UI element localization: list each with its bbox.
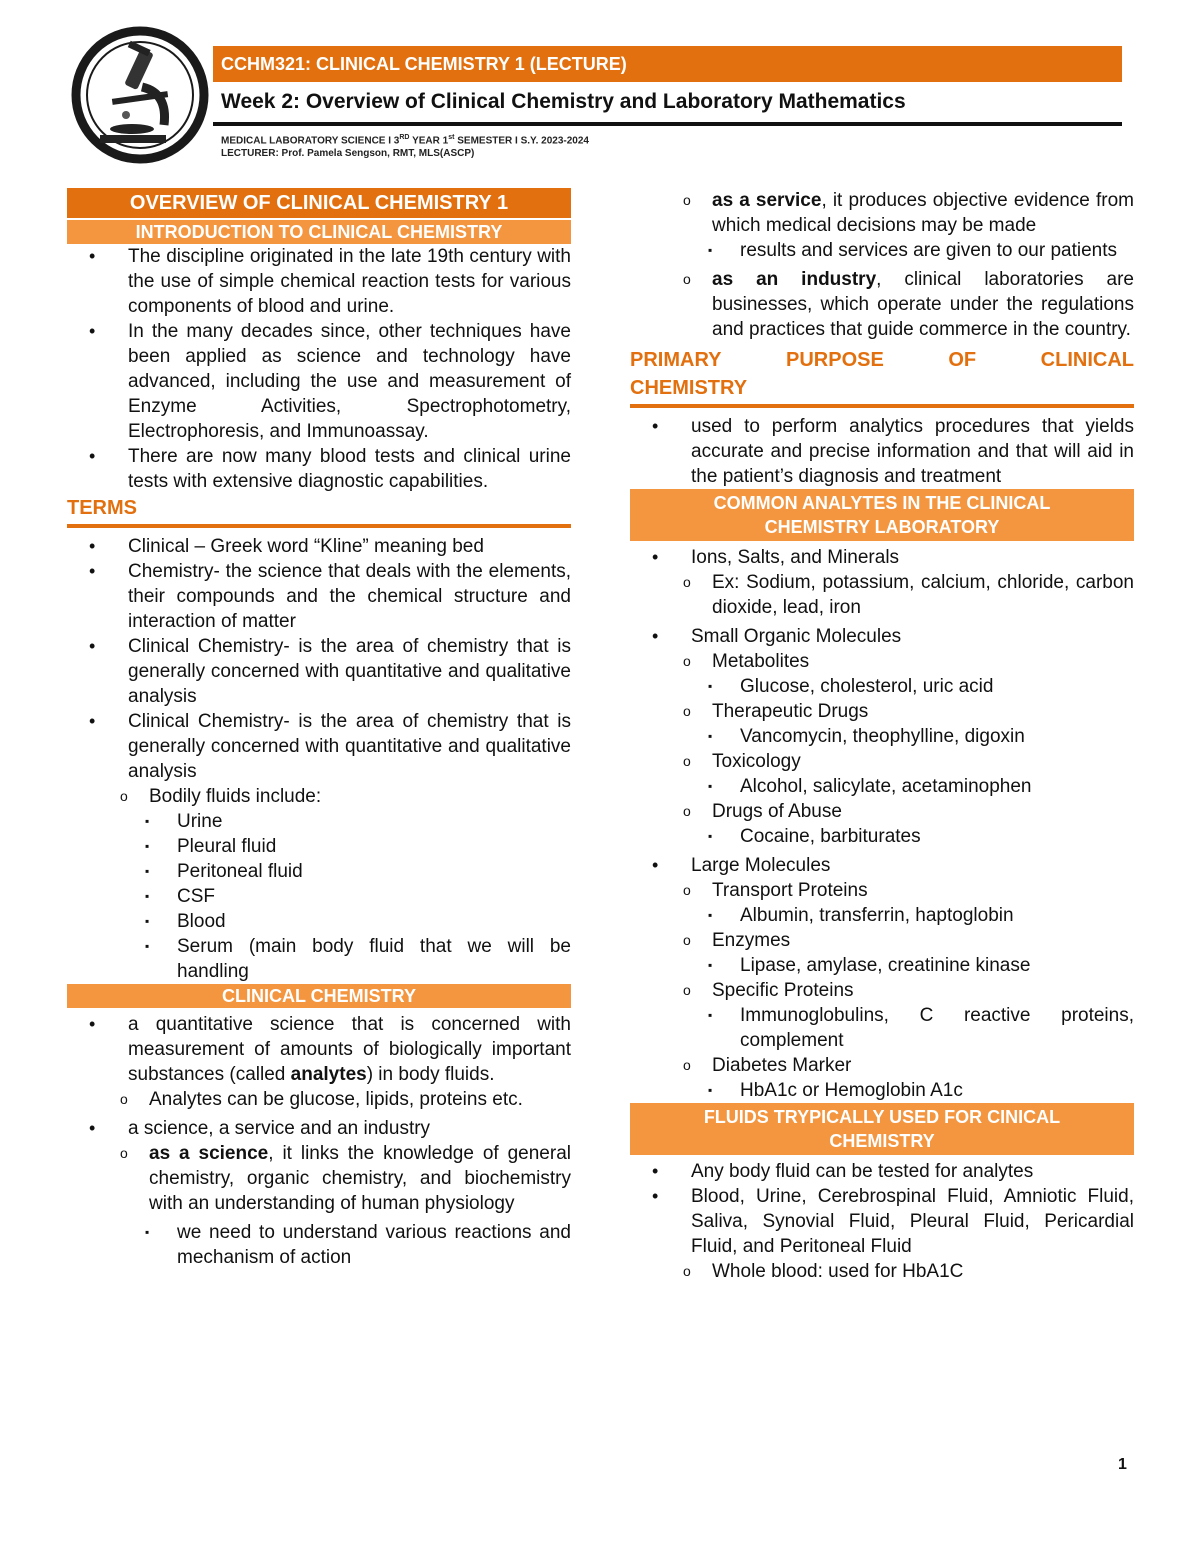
list-item: • Clinical Chemistry- is the area of chemistry that is generally concerned with quantitative and qualitative analysis: [89, 711, 571, 782]
list-item: o Metabolites: [683, 651, 810, 672]
list-item: o as an industry, clinical laboratories are businesses, which operate under the regulations and practices that guide commerce in the country.: [683, 269, 1134, 340]
list-item: ▪ Serum (main body fluid that we will be handling: [145, 936, 571, 982]
primary-purpose-heading: PRIMARY PURPOSE OF CLINICAL CHEMISTRY: [630, 346, 1134, 408]
list-item: ▪ HbA1c or Hemoglobin A1c: [708, 1080, 963, 1101]
fluids-list: [630, 1159, 1134, 1284]
list-item: o as a science, it links the knowledge of general chemistry, organic chemistry, and biochemistry with an understanding of human physiology: [120, 1143, 571, 1214]
week-title: Week 2: Overview of Clinical Chemistry and Laboratory Mathematics: [221, 90, 906, 113]
list-item: ▪ Cocaine, barbiturates: [708, 826, 921, 847]
page-number: 1: [1118, 1456, 1127, 1473]
list-item: • Blood, Urine, Cerebrospinal Fluid, Amniotic Fluid, Saliva, Synovial Fluid, Pleural Fluid, Pericardial Fluid, and Peritoneal Fluid: [652, 1186, 1134, 1257]
clinical-list: [67, 1012, 571, 1270]
list-item: ▪ CSF: [145, 886, 215, 907]
list-item: ▪ Peritoneal fluid: [145, 861, 303, 882]
fluids-heading: FLUIDS TRYPICALLY USED FOR CINICAL CHEMISTRY: [630, 1103, 1134, 1155]
list-item: o as a service, it produces objective evidence from which medical decisions may be made: [683, 190, 1134, 236]
list-item: ▪ Alcohol, salicylate, acetaminophen: [708, 776, 1032, 797]
list-item: • used to perform analytics procedures that yields accurate and precise information and that will aid in the patient’s diagnosis and treatment: [652, 416, 1134, 487]
list-item: o Transport Proteins: [683, 880, 868, 901]
list-item: ▪ Blood: [145, 911, 226, 932]
list-item: o Diabetes Marker: [683, 1055, 852, 1076]
list-item: o Specific Proteins: [683, 980, 854, 1001]
program-meta: MEDICAL LABORATORY SCIENCE I 3RD YEAR 1st SEMESTER I S.Y. 2023-2024: [221, 134, 589, 147]
list-item: o Analytes can be glucose, lipids, proteins etc.: [120, 1089, 523, 1110]
analytes-list: [630, 545, 1134, 1103]
primary-list: [630, 414, 1134, 489]
list-item: • a science, a service and an industry: [89, 1118, 431, 1139]
list-item: • Small Organic Molecules: [652, 626, 902, 647]
common-analytes-heading: COMMON ANALYTES IN THE CLINICAL CHEMISTRY LABORATORY: [630, 489, 1134, 541]
list-item: ▪ results and services are given to our patients: [708, 240, 1118, 261]
intro-heading: INTRODUCTION TO CLINICAL CHEMISTRY: [67, 218, 571, 244]
list-item: o Ex: Sodium, potassium, calcium, chloride, carbon dioxide, lead, iron: [683, 572, 1134, 618]
list-item: o Therapeutic Drugs: [683, 701, 869, 722]
list-item: • Ions, Salts, and Minerals: [652, 547, 900, 568]
list-item: ▪ Glucose, cholesterol, uric acid: [708, 676, 994, 697]
list-item: • In the many decades since, other techniques have been applied as science and technology have advanced, including the use and measurement of Enzyme Activities, Spectrophotometry, Electrophoresis, and Immunoassay.: [89, 321, 571, 442]
list-item: • a quantitative science that is concerned with measurement of amounts of biologically important substances (called analytes) in body fluids.: [89, 1014, 571, 1085]
list-item: o Bodily fluids include:: [120, 786, 322, 807]
intro-list: [67, 244, 571, 494]
right-column: [630, 188, 1134, 1284]
list-item: ▪ Vancomycin, theophylline, digoxin: [708, 726, 1025, 747]
left-column: [67, 188, 571, 1270]
list-item: o Whole blood: used for HbA1C: [683, 1261, 964, 1282]
list-item: • Any body fluid can be tested for analytes: [652, 1161, 1034, 1182]
list-item: • Clinical Chemistry- is the area of chemistry that is generally concerned with quantitative and qualitative analysis: [89, 636, 571, 707]
clinical-chemistry-heading: CLINICAL CHEMISTRY: [67, 984, 571, 1008]
list-item: • Chemistry- the science that deals with the elements, their compounds and the chemical structure and interaction of matter: [89, 561, 571, 632]
list-item: • Large Molecules: [652, 855, 831, 876]
list-item: ▪ Albumin, transferrin, haptoglobin: [708, 905, 1014, 926]
list-item: • The discipline originated in the late 19th century with the use of simple chemical reaction tests for various components of blood and urine.: [89, 246, 571, 317]
overview-heading: OVERVIEW OF CLINICAL CHEMISTRY 1: [67, 188, 571, 218]
header-divider: [213, 122, 1122, 126]
list-item: ▪ Pleural fluid: [145, 836, 277, 857]
list-item: ▪ Immunoglobulins, C reactive proteins, complement: [708, 1005, 1134, 1051]
terms-heading: TERMS: [67, 494, 571, 528]
list-item: o Enzymes: [683, 930, 791, 951]
course-title-bar: CCHM321: CLINICAL CHEMISTRY 1 (LECTURE): [213, 46, 1122, 82]
list-item: o Toxicology: [683, 751, 801, 772]
microscope-icon: [70, 25, 210, 165]
list-item: ▪ we need to understand various reactions and mechanism of action: [145, 1222, 571, 1268]
list-item: ▪ Lipase, amylase, creatinine kinase: [708, 955, 1031, 976]
list-item: • There are now many blood tests and clinical urine tests with extensive diagnostic capabilities.: [89, 446, 571, 492]
list-item: ▪ Urine: [145, 811, 223, 832]
lecturer-meta: LECTURER: Prof. Pamela Sengson, RMT, MLS(ASCP): [221, 148, 475, 159]
list-item: o Drugs of Abuse: [683, 801, 842, 822]
list-item: • Clinical – Greek word “Kline” meaning bed: [89, 536, 484, 557]
terms-list: [67, 534, 571, 984]
service-list: [630, 188, 1134, 342]
